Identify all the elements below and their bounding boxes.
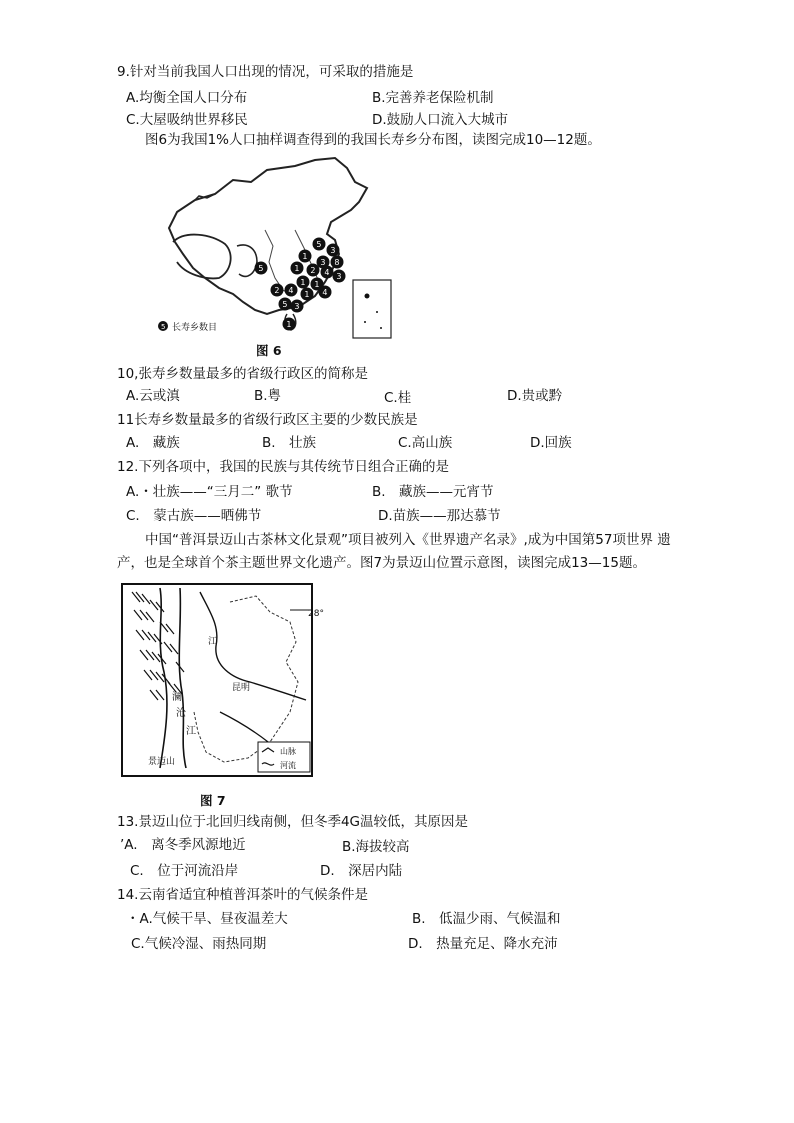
south-china-sea-inset — [353, 280, 391, 338]
q13-option-b: B.海拔较高 — [342, 839, 410, 855]
q12-option-d: D.苗族——那达慕节 — [378, 508, 501, 524]
legend-shanmai: 山脉 — [280, 747, 296, 756]
figure-7-map — [120, 582, 324, 778]
q12-option-b: B. 藏族——元宵节 — [372, 484, 494, 500]
longevity-marker-count: 1 — [286, 320, 292, 329]
longevity-marker-count: 4 — [288, 286, 294, 295]
label-kunming: 昆明 — [232, 683, 251, 693]
inset-island — [376, 311, 378, 313]
longevity-marker-count: 1 — [302, 252, 308, 261]
q9-option-d: D.鼓励人口流入大城市 — [372, 112, 509, 128]
q9-stem: 9.针对当前我国人口出现的情况，可采取的措施是 — [117, 64, 414, 80]
tibet-region-outline — [173, 235, 231, 279]
longevity-marker-count: 2 — [310, 266, 316, 275]
longevity-marker-count: 5 — [282, 300, 288, 309]
q11-stem: 11长寿乡数量最多的省级行政区主要的少数民族是 — [117, 412, 418, 428]
q14-option-d: D. 热量充足、降水充沛 — [408, 936, 558, 952]
q11-option-d: D.回族 — [530, 435, 572, 451]
q12-option-a: A.・壮族——“三月二” 歌节 — [126, 484, 293, 500]
longevity-marker-count: 8 — [334, 258, 340, 267]
longevity-marker-count: 1 — [300, 278, 306, 287]
fig6-marker-group — [255, 238, 346, 331]
inset-dot — [365, 294, 370, 299]
q13-option-a: ’A. 离冬季风源地近 — [120, 837, 246, 853]
fig6-legend-label: 长寿乡数目 — [172, 323, 218, 333]
intro-fig7-line1: 中国“普洱景迈山古茶林文化景观”项目被列入《世界遗产名录》,成为中国第57项世界 遗 — [145, 532, 671, 548]
longevity-marker-count: 5 — [258, 264, 264, 273]
q9-option-a: A.均衡全国人口分布 — [126, 90, 248, 106]
fig7-caption: 图 7 — [200, 793, 226, 808]
longevity-marker-count: 3 — [320, 258, 326, 267]
q12-option-c: C. 蒙古族——晒佛节 — [126, 508, 262, 524]
q9-option-b: B.完善养老保险机制 — [372, 90, 494, 106]
q12-stem: 12.下列各项中，我国的民族与其传统节日组合正确的是 — [117, 459, 449, 475]
longevity-marker-count: 4 — [324, 268, 330, 277]
q14-option-b: B. 低温少雨、气候温和 — [412, 911, 561, 927]
inset-island — [380, 327, 382, 329]
longevity-marker-count: 4 — [322, 288, 328, 297]
label-jiang: 江 — [208, 637, 218, 647]
figure-6-map — [155, 150, 395, 340]
region-outline — [237, 245, 257, 276]
q9-option-c: C.大屋吸纳世界移民 — [126, 112, 248, 128]
inset-island — [364, 321, 366, 323]
label-lan: 澜 — [172, 692, 182, 703]
q10-stem: 10,张寿乡数量最多的省级行政区的简称是 — [117, 366, 368, 382]
q10-option-a: A.云或滇 — [126, 388, 180, 404]
intro-fig7-line2: 产，也是全球首个茶主题世界文化遗产。图7为景迈山位置示意图，读图完成13—15题。 — [117, 555, 646, 571]
longevity-marker-count: 5 — [316, 240, 322, 249]
q10-option-c: C.桂 — [384, 390, 412, 406]
lat-28-label: 28° — [308, 609, 324, 619]
longevity-marker-count: 1 — [314, 280, 320, 289]
q10-option-d: D.贵或黔 — [507, 388, 563, 404]
longevity-marker-count: 2 — [274, 286, 280, 295]
longevity-marker-count: 3 — [336, 272, 342, 281]
fig6-caption: 图 6 — [256, 343, 282, 358]
intro-fig6: 图6为我国1%人口抽样调查得到的我国长寿乡分布图，读图完成10—12题。 — [145, 132, 601, 148]
q13-option-d: D. 深居内陆 — [320, 863, 403, 879]
longevity-marker-count: 3 — [330, 246, 336, 255]
q14-option-a: ・A.气候干旱、昼夜温差大 — [126, 911, 288, 927]
svg-text:5: 5 — [161, 323, 166, 331]
q13-stem: 13.景迈山位于北回归线南侧，但冬季4G温较低，其原因是 — [117, 814, 469, 830]
longevity-marker-count: 3 — [294, 302, 300, 311]
label-jingmai: 景迈山 — [148, 757, 176, 767]
q14-option-c: C.气候冷湿、雨热同期 — [131, 936, 267, 952]
q11-option-c: C.高山族 — [398, 435, 453, 451]
longevity-marker-count: 1 — [304, 290, 310, 299]
q13-option-c: C. 位于河流沿岸 — [130, 863, 239, 879]
label-cang: 沧 — [176, 708, 186, 719]
q11-option-a: A. 藏族 — [126, 435, 180, 451]
q14-stem: 14.云南省适宜种植普洱茶叶的气候条件是 — [117, 887, 368, 903]
q11-option-b: B. 壮族 — [262, 435, 317, 451]
longevity-marker-count: 1 — [294, 264, 300, 273]
legend-heliu: 河流 — [280, 761, 296, 770]
q10-option-b: B.粤 — [254, 388, 282, 404]
label-jiang2: 江 — [186, 726, 196, 737]
